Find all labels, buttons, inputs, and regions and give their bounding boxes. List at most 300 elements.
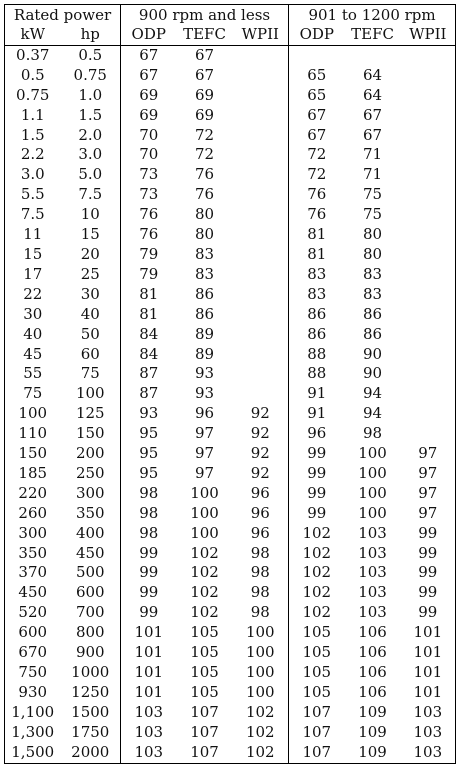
sub-header-row (5, 25, 456, 45)
cell-tefc-high: 103 (358, 583, 387, 602)
cell-tefc-low: 89 (194, 324, 215, 343)
cell-wpii-high (401, 424, 456, 444)
cell-tefc-low: 76 (194, 185, 215, 204)
cell-odp-high: 67 (307, 125, 327, 144)
cell-odp-high: 107 (289, 743, 345, 763)
cell-odp-high: 105 (302, 623, 332, 642)
cell-wpii-high: 101 (401, 683, 456, 703)
cell-odp-low: 103 (134, 702, 164, 721)
cell-odp-low: 81 (139, 304, 159, 323)
cell-odp-high: 102 (302, 563, 332, 582)
table-row (5, 524, 456, 544)
cell-wpii-high: 101 (401, 643, 456, 663)
cell-tefc-low: 67 (194, 65, 215, 84)
cell-hp: 350 (61, 504, 121, 524)
cell-tefc-high: 100 (358, 483, 387, 502)
table-row (5, 504, 456, 524)
table-row (5, 265, 456, 285)
cell-wpii-low (233, 364, 289, 384)
cell-hp: 50 (61, 325, 121, 345)
cell-kw: 11 (5, 225, 61, 245)
cell-kw: 1.1 (5, 106, 61, 126)
header-tefc-low: TEFC (177, 25, 233, 45)
cell-tefc-high: 106 (358, 682, 387, 701)
cell-odp-low: 70 (139, 145, 159, 164)
cell-wpii-high (401, 265, 456, 285)
cell-hp: 800 (61, 623, 121, 643)
table-row (5, 424, 456, 444)
cell-odp-high: 76 (307, 205, 327, 224)
cell-wpii-low: 96 (233, 484, 289, 504)
cell-tefc-high: 109 (345, 743, 401, 763)
cell-tefc-low: 86 (194, 304, 215, 323)
cell-wpii-low: 98 (233, 544, 289, 564)
table-row (5, 225, 456, 245)
cell-wpii-low: 100 (233, 623, 289, 643)
cell-hp: 5.0 (61, 165, 121, 185)
table-row (5, 603, 456, 623)
cell-kw: 15 (5, 245, 61, 265)
cell-wpii-low (233, 285, 289, 305)
cell-odp-high: 72 (307, 165, 327, 184)
cell-tefc-high: 103 (358, 543, 387, 562)
cell-wpii-low: 102 (233, 703, 289, 723)
cell-tefc-low: 67 (194, 45, 215, 64)
cell-odp-low: 99 (139, 563, 159, 582)
cell-kw: 1.5 (5, 126, 61, 146)
table-row (5, 663, 456, 683)
cell-tefc-high: 83 (363, 264, 383, 283)
cell-wpii-high (401, 364, 456, 384)
table-row (5, 165, 456, 185)
cell-wpii-high: 97 (401, 444, 456, 464)
cell-odp-low: 99 (139, 543, 159, 562)
cell-odp-high (289, 45, 345, 65)
cell-odp-low: 67 (139, 65, 159, 84)
table-row (5, 145, 456, 165)
cell-wpii-low: 100 (233, 663, 289, 683)
cell-tefc-high: 100 (358, 463, 387, 482)
cell-tefc-high: 80 (363, 244, 383, 263)
cell-wpii-low (233, 265, 289, 285)
cell-hp: 3.0 (61, 145, 121, 165)
cell-tefc-high: 80 (363, 225, 383, 244)
cell-kw: 100 (5, 404, 61, 424)
cell-odp-low: 101 (134, 663, 164, 681)
cell-odp-low: 70 (139, 125, 159, 144)
cell-wpii-low (233, 45, 289, 65)
cell-wpii-low (233, 66, 289, 86)
cell-tefc-high: 100 (358, 444, 387, 463)
cell-tefc-low: 83 (194, 244, 215, 263)
cell-odp-low: 79 (139, 264, 159, 283)
table-row (5, 305, 456, 325)
cell-tefc-low: 93 (194, 364, 215, 383)
cell-kw: 5.5 (5, 185, 61, 205)
cell-tefc-low: 102 (190, 563, 219, 582)
cell-kw: 22 (5, 285, 61, 305)
table-row (5, 86, 456, 106)
cell-kw: 0.37 (5, 45, 61, 65)
cell-hp: 0.5 (61, 45, 121, 65)
cell-wpii-high: 97 (401, 484, 456, 504)
cell-tefc-low: 69 (194, 105, 215, 124)
cell-hp: 700 (61, 603, 121, 623)
cell-hp: 450 (61, 544, 121, 564)
cell-kw: 370 (5, 563, 61, 583)
cell-kw: 30 (5, 305, 61, 325)
cell-odp-low: 98 (139, 503, 159, 522)
cell-tefc-low: 97 (194, 444, 215, 463)
cell-odp-low: 84 (139, 324, 159, 343)
cell-odp-low: 67 (139, 45, 159, 64)
cell-wpii-high: 103 (401, 743, 456, 763)
cell-odp-high: 83 (307, 284, 327, 303)
cell-tefc-high: 67 (363, 125, 383, 144)
cell-wpii-high (401, 165, 456, 185)
cell-wpii-high (401, 205, 456, 225)
cell-tefc-low: 93 (194, 384, 215, 403)
cell-tefc-high: 103 (358, 523, 387, 542)
cell-hp: 300 (61, 484, 121, 504)
cell-odp-high: 99 (307, 463, 327, 482)
cell-wpii-low: 100 (233, 643, 289, 663)
cell-odp-high: 96 (307, 424, 327, 443)
cell-hp: 30 (61, 285, 121, 305)
cell-kw: 300 (5, 524, 61, 544)
cell-tefc-high: 98 (363, 424, 383, 443)
cell-odp-high: 81 (307, 225, 327, 244)
cell-odp-high: 105 (302, 643, 332, 662)
cell-odp-low: 93 (139, 404, 159, 423)
cell-tefc-high: 103 (358, 603, 387, 622)
cell-odp-high: 76 (307, 185, 327, 204)
cell-tefc-high: 83 (363, 284, 383, 303)
table-row (5, 444, 456, 464)
cell-kw: 7.5 (5, 205, 61, 225)
cell-odp-high: 99 (307, 503, 327, 522)
header-odp-high: ODP (289, 25, 345, 45)
cell-odp-high: 102 (302, 543, 332, 562)
cell-odp-high: 72 (307, 145, 327, 164)
cell-wpii-low (233, 185, 289, 205)
cell-tefc-high: 109 (358, 722, 387, 741)
cell-tefc-low: 86 (194, 284, 215, 303)
cell-wpii-high: 103 (401, 723, 456, 743)
header-hp: hp (61, 25, 121, 45)
cell-wpii-low (233, 86, 289, 106)
cell-odp-low: 95 (139, 444, 159, 463)
cell-wpii-low: 92 (233, 424, 289, 444)
cell-tefc-high: 100 (358, 503, 387, 522)
cell-wpii-low: 92 (233, 464, 289, 484)
cell-hp: 0.75 (61, 66, 121, 86)
cell-odp-low: 69 (139, 85, 159, 104)
cell-hp: 200 (61, 444, 121, 464)
cell-odp-high: 88 (307, 344, 327, 363)
cell-kw: 0.5 (5, 66, 61, 86)
cell-hp: 15 (61, 225, 121, 245)
cell-wpii-high (401, 225, 456, 245)
cell-odp-low: 84 (139, 344, 159, 363)
cell-odp-high: 65 (307, 85, 327, 104)
cell-tefc-low: 72 (194, 145, 215, 164)
cell-odp-high: 86 (307, 304, 327, 323)
cell-kw: 0.75 (5, 86, 61, 106)
cell-kw: 350 (5, 544, 61, 564)
table-row (5, 106, 456, 126)
cell-wpii-low (233, 225, 289, 245)
cell-hp: 1.5 (61, 106, 121, 126)
cell-odp-high: 105 (302, 682, 332, 701)
cell-tefc-high: 90 (363, 344, 383, 363)
header-odp-low: ODP (121, 25, 177, 45)
cell-tefc-low: 105 (190, 663, 219, 681)
table-row (5, 66, 456, 86)
cell-tefc-high: 103 (358, 563, 387, 582)
cell-tefc-low: 69 (194, 85, 215, 104)
cell-wpii-high: 99 (401, 524, 456, 544)
cell-wpii-high (401, 325, 456, 345)
cell-hp: 100 (61, 384, 121, 404)
cell-kw: 670 (5, 643, 61, 663)
cell-wpii-high (401, 185, 456, 205)
table-row (5, 703, 456, 723)
cell-wpii-low: 100 (233, 683, 289, 703)
noise-level-table (4, 4, 456, 764)
cell-wpii-low (233, 165, 289, 185)
header-wpii-low: WPII (233, 25, 289, 45)
cell-wpii-high: 97 (401, 504, 456, 524)
table-row (5, 464, 456, 484)
table-row (5, 45, 456, 65)
cell-odp-low: 101 (134, 623, 164, 642)
cell-wpii-high (401, 245, 456, 265)
table-row (5, 345, 456, 365)
cell-tefc-high: 75 (363, 205, 383, 224)
cell-kw: 520 (5, 603, 61, 623)
cell-wpii-high (401, 384, 456, 404)
cell-hp: 2.0 (61, 126, 121, 146)
table-row (5, 325, 456, 345)
cell-kw: 185 (5, 464, 61, 484)
cell-hp: 1250 (61, 683, 121, 703)
header-speed-low: 900 rpm and less (121, 5, 289, 26)
cell-odp-low: 95 (139, 463, 159, 482)
cell-tefc-low: 102 (190, 603, 219, 622)
cell-wpii-low: 98 (233, 583, 289, 603)
table-row (5, 743, 456, 763)
cell-kw: 600 (5, 623, 61, 643)
cell-tefc-high: 106 (358, 643, 387, 662)
cell-wpii-high (401, 404, 456, 424)
cell-odp-high: 107 (302, 702, 332, 721)
cell-tefc-low: 96 (194, 404, 215, 423)
cell-odp-low: 98 (139, 483, 159, 502)
cell-odp-high: 102 (302, 583, 332, 602)
cell-wpii-low (233, 245, 289, 265)
cell-wpii-high (401, 345, 456, 365)
table-row (5, 583, 456, 603)
cell-tefc-low: 80 (194, 205, 215, 224)
cell-kw: 55 (5, 364, 61, 384)
cell-wpii-high (401, 305, 456, 325)
cell-wpii-high: 97 (401, 464, 456, 484)
cell-tefc-low: 102 (190, 543, 219, 562)
cell-tefc-high: 94 (363, 404, 383, 423)
cell-tefc-low: 100 (190, 523, 219, 542)
cell-odp-low: 79 (139, 244, 159, 263)
table-row (5, 384, 456, 404)
cell-tefc-high: 75 (363, 185, 383, 204)
cell-kw: 750 (5, 663, 61, 683)
header-kw: kW (5, 25, 61, 45)
cell-hp: 1500 (61, 703, 121, 723)
cell-wpii-low: 98 (233, 563, 289, 583)
cell-hp: 1.0 (61, 86, 121, 106)
cell-odp-low: 95 (139, 424, 159, 443)
cell-odp-low: 103 (134, 722, 164, 741)
cell-tefc-high: 106 (358, 623, 387, 642)
table-body (5, 45, 456, 763)
cell-tefc-low: 102 (190, 583, 219, 602)
cell-tefc-low: 105 (190, 682, 219, 701)
header-tefc-high: TEFC (345, 25, 401, 45)
cell-kw: 45 (5, 345, 61, 365)
header-wpii-high: WPII (401, 25, 456, 45)
cell-hp: 500 (61, 563, 121, 583)
table-row (5, 683, 456, 703)
cell-hp: 400 (61, 524, 121, 544)
cell-tefc-high: 90 (363, 364, 383, 383)
cell-tefc-low: 100 (190, 483, 219, 502)
cell-odp-high: 107 (302, 722, 332, 741)
cell-wpii-low: 96 (233, 504, 289, 524)
cell-kw: 1,500 (5, 743, 61, 763)
cell-wpii-low (233, 106, 289, 126)
cell-odp-high: 105 (302, 663, 332, 681)
cell-wpii-low (233, 205, 289, 225)
cell-wpii-high: 99 (401, 603, 456, 623)
cell-hp: 20 (61, 245, 121, 265)
cell-tefc-low: 105 (190, 623, 219, 642)
cell-odp-high: 99 (307, 444, 327, 463)
cell-tefc-high: 86 (363, 304, 383, 323)
cell-odp-high: 88 (307, 364, 327, 383)
cell-odp-low: 99 (139, 583, 159, 602)
cell-hp: 250 (61, 464, 121, 484)
cell-kw: 1,100 (5, 703, 61, 723)
cell-tefc-low: 100 (190, 503, 219, 522)
cell-odp-low: 103 (121, 743, 177, 763)
cell-tefc-low: 107 (190, 702, 219, 721)
cell-wpii-high: 99 (401, 544, 456, 564)
cell-tefc-low: 105 (190, 643, 219, 662)
cell-odp-low: 73 (139, 165, 159, 184)
cell-odp-high: 83 (307, 264, 327, 283)
cell-hp: 75 (61, 364, 121, 384)
cell-kw: 110 (5, 424, 61, 444)
cell-kw: 75 (5, 384, 61, 404)
table-row (5, 126, 456, 146)
table-row (5, 563, 456, 583)
cell-tefc-high: 109 (358, 702, 387, 721)
cell-hp: 150 (61, 424, 121, 444)
cell-tefc-high: 64 (363, 85, 383, 104)
cell-odp-high: 65 (307, 65, 327, 84)
cell-hp: 60 (61, 345, 121, 365)
cell-wpii-low: 102 (233, 723, 289, 743)
table-row (5, 285, 456, 305)
cell-wpii-high (401, 285, 456, 305)
cell-hp: 1750 (61, 723, 121, 743)
cell-tefc-low: 80 (194, 225, 215, 244)
cell-wpii-low: 92 (233, 444, 289, 464)
cell-tefc-high: 71 (363, 165, 383, 184)
cell-odp-low: 98 (139, 523, 159, 542)
group-header-row (5, 5, 456, 26)
cell-hp: 600 (61, 583, 121, 603)
cell-odp-high: 99 (307, 483, 327, 502)
cell-wpii-low: 96 (233, 524, 289, 544)
cell-odp-low: 87 (139, 364, 159, 383)
cell-odp-low: 69 (139, 105, 159, 124)
cell-hp: 10 (61, 205, 121, 225)
cell-wpii-low (233, 305, 289, 325)
table-row (5, 544, 456, 564)
table-row (5, 643, 456, 663)
cell-wpii-high (401, 145, 456, 165)
cell-tefc-low: 89 (194, 344, 215, 363)
cell-wpii-low (233, 345, 289, 365)
cell-odp-high: 102 (302, 603, 332, 622)
cell-odp-high: 81 (307, 244, 327, 263)
cell-tefc-low: 76 (194, 165, 215, 184)
cell-wpii-high (401, 66, 456, 86)
cell-hp: 25 (61, 265, 121, 285)
cell-wpii-high (401, 45, 456, 65)
cell-wpii-low (233, 145, 289, 165)
table-row (5, 623, 456, 643)
cell-wpii-high: 101 (401, 623, 456, 643)
header-rated-power: Rated power (5, 5, 121, 26)
cell-hp: 7.5 (61, 185, 121, 205)
cell-kw: 450 (5, 583, 61, 603)
cell-tefc-high: 67 (363, 105, 383, 124)
cell-kw: 2.2 (5, 145, 61, 165)
cell-wpii-low (233, 325, 289, 345)
cell-kw: 3.0 (5, 165, 61, 185)
cell-tefc-low: 107 (177, 743, 233, 763)
cell-wpii-high (401, 126, 456, 146)
table-row (5, 205, 456, 225)
table-row (5, 723, 456, 743)
cell-kw: 1,300 (5, 723, 61, 743)
cell-kw: 150 (5, 444, 61, 464)
table-row (5, 245, 456, 265)
cell-odp-high: 102 (302, 523, 332, 542)
cell-wpii-low: 98 (233, 603, 289, 623)
cell-kw: 17 (5, 265, 61, 285)
cell-wpii-high: 101 (401, 663, 456, 683)
cell-tefc-low: 97 (194, 463, 215, 482)
table-row (5, 185, 456, 205)
table-row (5, 404, 456, 424)
cell-wpii-high: 103 (401, 703, 456, 723)
cell-wpii-high: 99 (401, 583, 456, 603)
cell-odp-high: 67 (307, 105, 327, 124)
cell-tefc-high: 94 (363, 384, 383, 403)
